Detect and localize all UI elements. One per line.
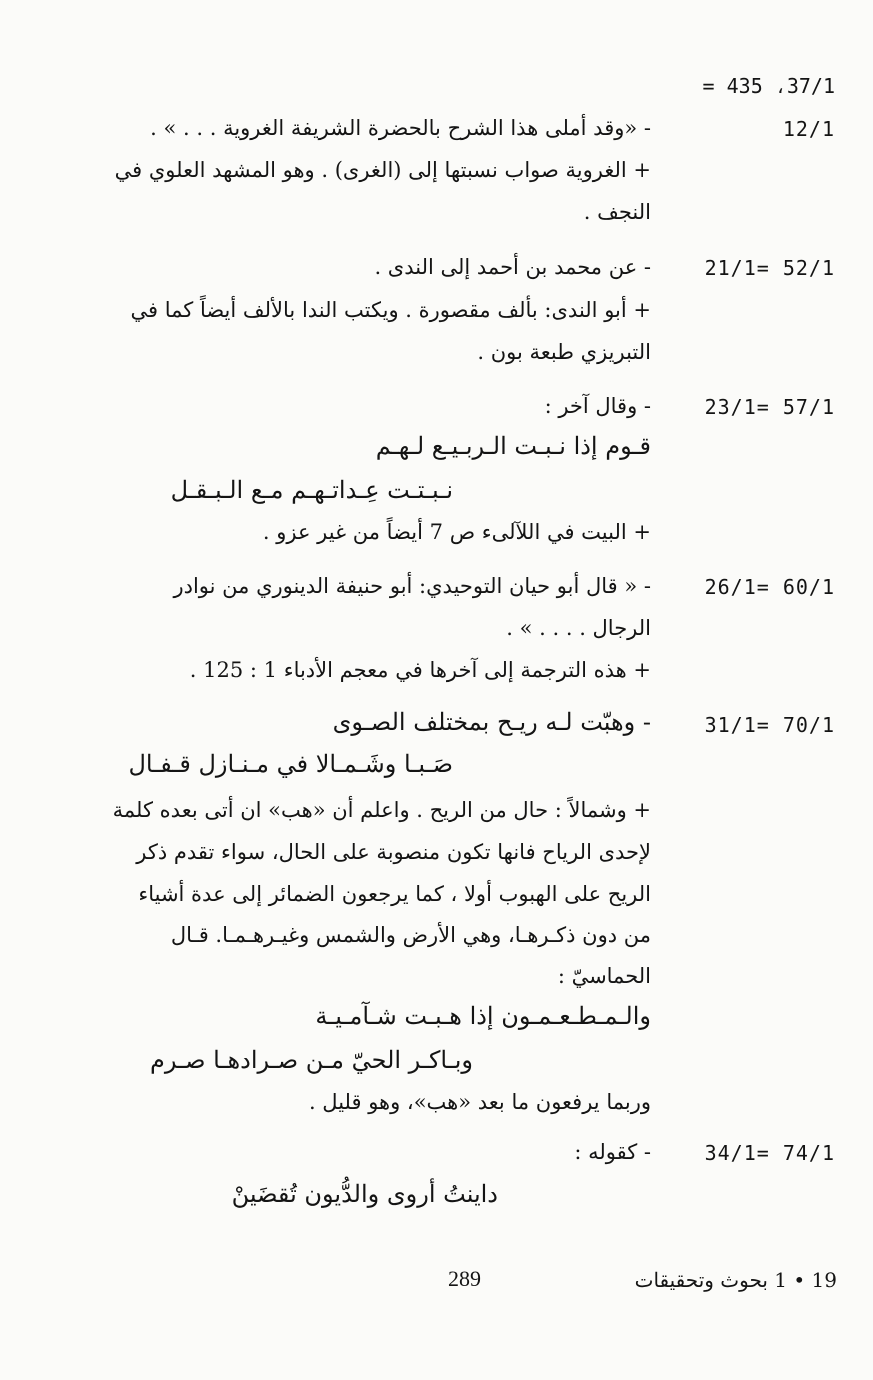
entry-reference: 23/1= 57/1 bbox=[704, 395, 835, 419]
entry-line: - وقال آخر : bbox=[544, 394, 651, 418]
entry-line: وربما يرفعون ما بعد «هب»، وهو قليل . bbox=[308, 1090, 651, 1114]
entry-line: - عن محمد بن أحمد إلى الندى . bbox=[374, 255, 651, 279]
entry-line: لإحدى الرياح فانها تكون منصوبة على الحال، سواء تقدم ذكر bbox=[136, 840, 651, 864]
verse-line: صَـبـا وشَـمـالا في مـنـازل قـفـال bbox=[128, 750, 453, 778]
entry-line: + البيت في اللآلىء ص 7 أيضاً من غير عزو . bbox=[262, 520, 651, 544]
entry-reference: 21/1= 52/1 bbox=[704, 256, 835, 280]
verse-line: وبـاكـر الحيّ مـن صـرادهـا صـرم bbox=[150, 1046, 473, 1074]
entry-line: الحماسيّ : bbox=[557, 964, 651, 988]
footer-label: 19 • 1 بحوث وتحقيقات bbox=[634, 1268, 837, 1292]
entry-line: النجف . bbox=[583, 200, 651, 224]
entry-reference: 12/1 bbox=[782, 117, 835, 141]
page-number: 289 bbox=[448, 1266, 481, 1291]
verse-line: والـمـطـعـمـون إذا هـبـت شـآمـيـة bbox=[315, 1002, 651, 1030]
entry-reference: 31/1= 70/1 bbox=[704, 713, 835, 737]
verse-line: داينتُ أروى والدُّيون تُقضَينْ bbox=[231, 1180, 498, 1208]
entry-reference: 26/1= 60/1 bbox=[704, 575, 835, 599]
entry-line: من دون ذكـرهـا، وهي الأرض والشمس وغيـرهـمـا. قـال bbox=[170, 923, 651, 947]
verse-line: نـبـتـت عِـداتـهـم مـع الـبـقـل bbox=[170, 476, 453, 504]
entry-line: - « قال أبو حيان التوحيدي: أبو حنيفة الدينوري من نوادر bbox=[173, 574, 651, 598]
entry-line: + الغروية صواب نسبتها إلى (الغرى) . وهو المشهد العلوي في bbox=[114, 158, 651, 182]
entry-reference: 34/1= 74/1 bbox=[704, 1141, 835, 1165]
entry-line: الريح على الهبوب أولا ، كما يرجعون الضمائر إلى عدة أشياء bbox=[138, 882, 651, 906]
entry-line: الرجال . . . . » . bbox=[506, 616, 651, 640]
entry-line: - كقوله : bbox=[574, 1140, 651, 1164]
entry-line: + وشمالاً : حال من الريح . واعلم أن «هب» ان أتى بعده كلمة bbox=[112, 798, 651, 822]
entry-line: - «وقد أملى هذا الشرح بالحضرة الشريفة الغروية . . . » . bbox=[150, 116, 651, 140]
entry-line: + أبو الندى: بألف مقصورة . ويكتب الندا بالألف أيضاً كما في bbox=[130, 298, 651, 322]
verse-line: قـوم إذا نـبـت الـربـيـع لـهـم bbox=[375, 432, 651, 460]
verse-line: - وهبّت لـه ريـح بمختلف الصـوى bbox=[332, 708, 651, 736]
top-reference: = 435 ،37/1 bbox=[702, 74, 835, 98]
entry-line: التبريزي طبعة بون . bbox=[477, 340, 651, 364]
entry-line: + هذه الترجمة إلى آخرها في معجم الأدباء 1 : 125 . bbox=[189, 658, 651, 682]
